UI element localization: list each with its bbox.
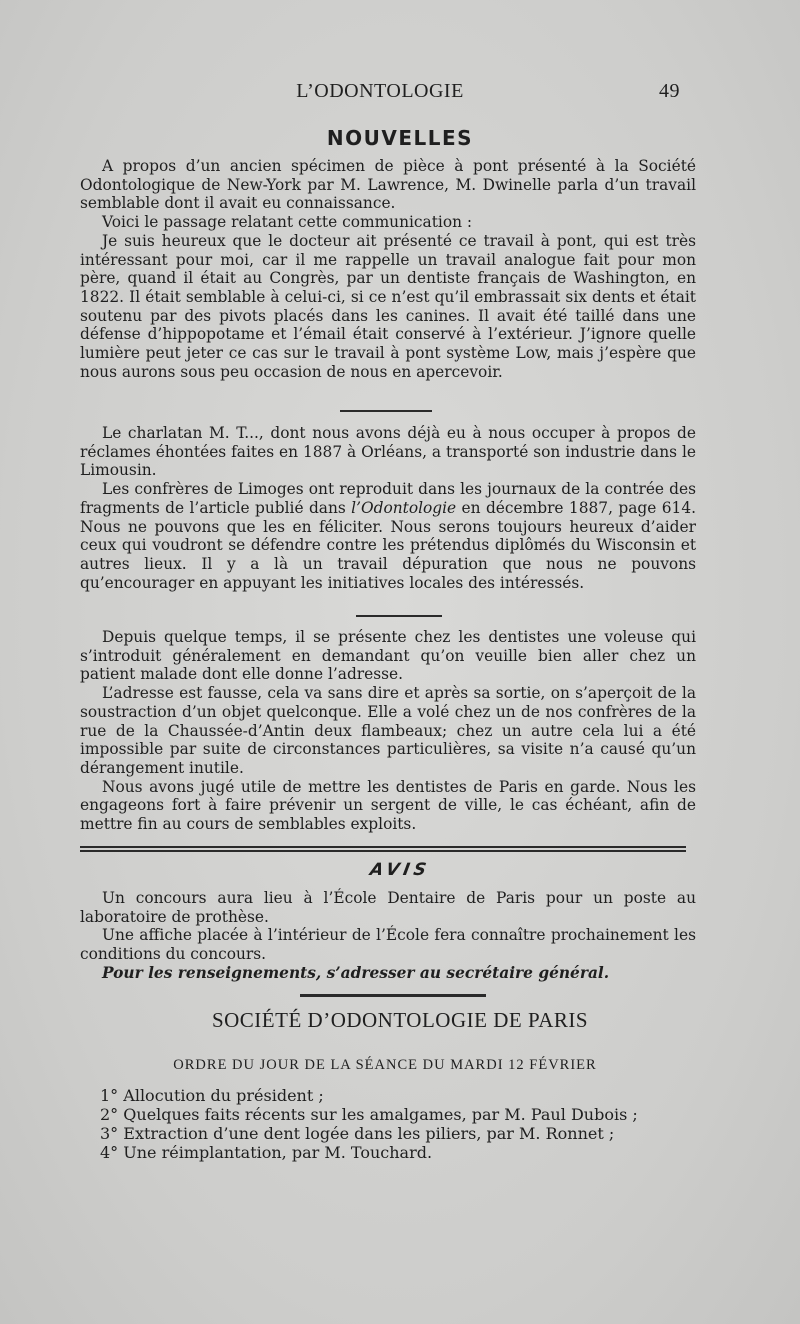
paragraph: Voici le passage relatant cette communication :: [102, 213, 473, 232]
paragraph: Une affiche placée à l’intérieur de l’École fera connaître prochainement les conditions du concours.: [80, 926, 696, 964]
section-title-avis: AVIS: [368, 860, 432, 880]
separator-rule-thick: [300, 994, 486, 997]
running-header: [80, 80, 680, 106]
paragraph: [80, 480, 696, 592]
agenda-heading: ORDRE DU JOUR DE LA SÉANCE DU MARDI 12 FÉVRIER: [173, 1057, 597, 1073]
nouvelles-block-1: [80, 157, 696, 381]
paragraph: Nous avons jugé utile de mettre les dentistes de Paris en garde. Nous les engageons fort à faire prévenir un sergent de ville, le cas échéant, afin de mettre fin au cours de semblables exploits.: [80, 777, 696, 834]
section-title-societe: SOCIÉTÉ D’ODONTOLOGIE DE PARIS: [211, 1008, 589, 1032]
section-title-nouvelles: NOUVELLES: [326, 126, 474, 150]
journal-reference: l’Odontologie: [351, 498, 457, 517]
agenda-item: 3° Extraction d’une dent logée dans les piliers, par M. Ronnet ;: [100, 1124, 615, 1143]
paragraph: Je suis heureux que le docteur ait présenté ce travail à pont, qui est très intéressant pour moi, car il me rappelle un travail analogue fait pour mon père, quand il était au Congrès, par un dentiste français de Washington, en 1822. Il était semblable à celui-ci, si ce n’est qu’il embrassait six dents et était soutenu par des pivots placés dans les canines. Il avait été taillé dans une défense d’hippopotame et l’émail était conservé à l’extérieur. J’ignore quelle lumière peut jeter ce cas sur le travail à pont système Low, mais j’espère que nous aurons sous peu occasion de nous en apercevoir.: [80, 231, 696, 381]
agenda-list: [100, 1086, 700, 1162]
agenda-item: 1° Allocution du président ;: [100, 1086, 324, 1105]
paragraph: L’adresse est fausse, cela va sans dire et après sa sortie, on s’aperçoit de la soustraction d’un objet quelconque. Elle a volé chez un de nos confrères de la rue de la Chaussée-d’Antin deux flambeaux; chez un autre cela lui a été impossible par suite de circonstances particulières, sa visite n’a causé qu’un dérangement inutile.: [80, 684, 696, 777]
nouvelles-block-3: [80, 628, 696, 834]
paragraph: Le charlatan M. T..., dont nous avons déjà eu à nous occuper à propos de réclames éhontées faites en 1887 à Orléans, a transporté son industrie dans le Limousin.: [80, 424, 696, 480]
text-run: en décembre 1887, page 614. Nous ne pouvons que les en féliciter. Nous serons toujours heureux d’aider ceux qui voudront se défendre contre les prétendus diplômés du Wisconsin et autres lieux. Il y a là un travail dépuration que nous ne pouvons qu’encourager en appuyant les initiatives locales des intéressés.: [80, 498, 696, 592]
paragraph: Un concours aura lieu à l’École Dentaire de Paris pour un poste au laboratoire de prothèse.: [80, 889, 696, 926]
text-run: Les confrères de Limoges ont reproduit dans les journaux de la contrée des fragments de l’article publié dans: [80, 480, 696, 517]
separator-rule: [340, 410, 432, 412]
paragraph-contact: Pour les renseignements, s’adresser au secrétaire général.: [102, 963, 610, 982]
agenda-item: 2° Quelques faits récents sur les amalgames, par M. Paul Dubois ;: [100, 1105, 638, 1124]
double-rule: [80, 846, 686, 852]
avis-block: [80, 889, 696, 983]
separator-rule: [356, 615, 442, 617]
nouvelles-block-2: [80, 424, 696, 592]
agenda-item: 4° Une réimplantation, par M. Touchard.: [100, 1143, 433, 1162]
paragraph: Depuis quelque temps, il se présente chez les dentistes une voleuse qui s’introduit généralement en demandant qu’on veuille bien aller chez un patient malade dont elle donne l’adresse.: [80, 628, 696, 684]
paragraph: A propos d’un ancien spécimen de pièce à pont présenté à la Société Odontologique de New-York par M. Lawrence, M. Dwinelle parla d’un travail semblable dont il avait eu connaissance.: [80, 157, 696, 213]
journal-title: L’ODONTOLOGIE: [296, 80, 464, 102]
page-number: 49: [659, 80, 680, 102]
